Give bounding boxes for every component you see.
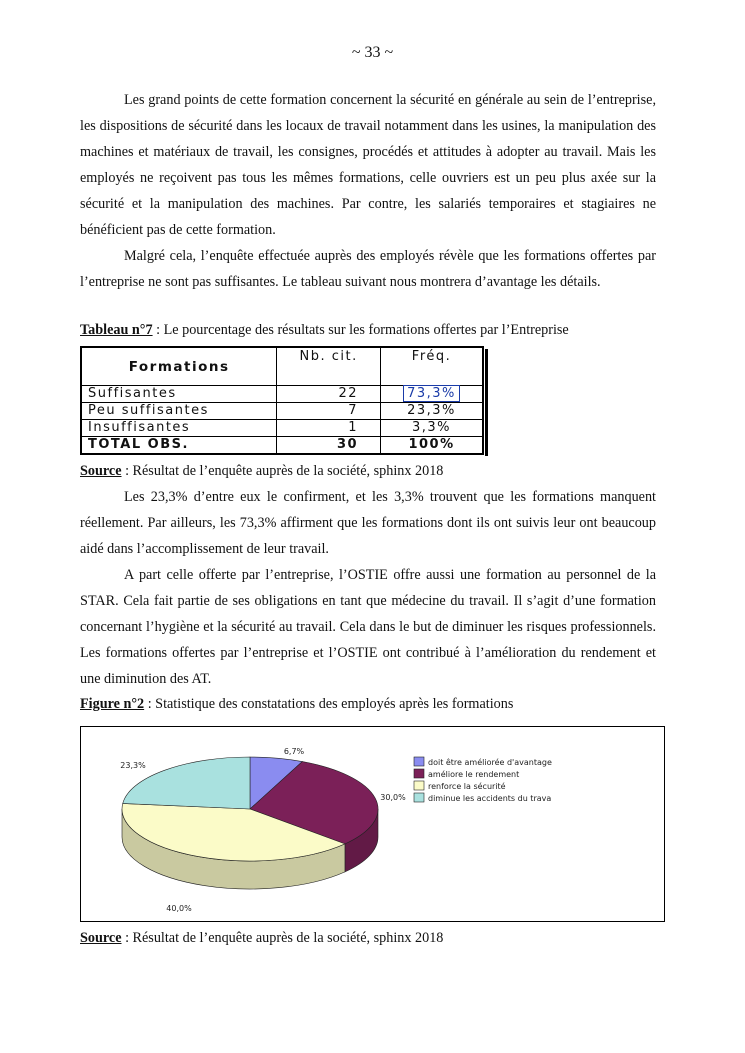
page-number: ~ 33 ~ [351, 44, 394, 61]
body-text-middle [80, 484, 656, 692]
body-text-top [80, 87, 656, 295]
legend-label: doit être améliorée d'avantage [428, 758, 552, 767]
legend-swatch [414, 793, 424, 802]
pie-chart-frame [80, 726, 665, 922]
table-caption [80, 321, 680, 339]
pie-value-label: 6,7% [283, 747, 305, 756]
row-frequency-selected[interactable]: 73,3% [403, 385, 460, 402]
row-frequency: 3,3% [381, 420, 483, 437]
row-label: Insuffisantes [81, 420, 277, 437]
table-header-row [81, 347, 483, 386]
source-caption-1 [80, 462, 680, 480]
figure-caption [80, 695, 680, 713]
row-count: 22 [277, 386, 381, 403]
row-count: 7 [277, 403, 381, 420]
source-text-2: : Résultat de l’enquête auprès de la société, sphinx 2018 [121, 930, 444, 946]
source-text-1: : Résultat de l’enquête auprès de la société, sphinx 2018 [121, 463, 444, 479]
legend-swatch [414, 781, 424, 790]
legend-label: améliore le rendement [428, 770, 520, 779]
header-formations: Formations [81, 347, 277, 386]
row-label: Peu suffisantes [81, 403, 277, 420]
source-caption-2 [80, 929, 680, 947]
row-frequency: 23,3% [381, 403, 483, 420]
pie-value-label: 23,3% [120, 761, 146, 770]
row-count: 1 [277, 420, 381, 437]
row-label: Suffisantes [81, 386, 277, 403]
table-caption-text: : Le pourcentage des résultats sur les formations offertes par l’Entreprise [152, 322, 569, 338]
paragraph-2: Malgré cela, l’enquête effectuée auprès des employés révèle que les formations offertes par l’entreprise ne sont pas suffisantes. Le tableau suivant nous montrera d’avantage les détails. [80, 248, 656, 290]
table-total-row [81, 437, 483, 455]
table-row [81, 386, 483, 403]
paragraph-3: Les 23,3% d’entre eux le confirment, et les 3,3% trouvent que les formations manquent réellement. Par ailleurs, les 73,3% affirment que les formations dont ils ont suivis leur ont beaucoup aidé dans l’accomplissement de leur travail. [80, 489, 656, 557]
legend-swatch [414, 769, 424, 778]
results-table [80, 346, 487, 454]
source-label-1: Source [80, 463, 122, 479]
figure-caption-label: Figure n°2 [80, 696, 145, 712]
table-caption-label: Tableau n°7 [80, 322, 153, 338]
total-frequency: 100% [381, 437, 483, 455]
pie-chart [81, 727, 664, 921]
legend-swatch [414, 757, 424, 766]
paragraph-4: A part celle offerte par l’entreprise, l’OSTIE offre aussi une formation au personnel de la STAR. Cela fait partie de ses obligations en tant que médecine du travail. Il s’agit d’une formation concernant l’hygiène et la sécurité au travail. Cela dans le but de diminuer les risques professionnels. Les formations offertes par l’entreprise et l’OSTIE ont contribué à l’amélioration du rendement et une diminution des AT. [80, 567, 656, 687]
header-freq: Fréq. [381, 347, 483, 386]
legend-label: renforce la sécurité [428, 782, 506, 791]
pie-value-label: 40,0% [166, 904, 192, 913]
table-row [81, 420, 483, 437]
paragraph-1: Les grand points de cette formation concernent la sécurité en générale au sein de l’entreprise, les dispositions de sécurité dans les locaux de travail notamment dans les usines, la manipulation des machines et matériaux de travail, les consignes, procédés et attitudes à adopter au travail. Mais les employés ne reçoivent pas tous les mêmes formations, celle ouvriers est un peu plus axée sur la sécurité et la manipulation des machines. Par contre, les salariés temporaires et stagiaires ne bénéficient pas de cette formation. [80, 92, 656, 238]
figure-caption-text: : Statistique des constatations des employés après les formations [144, 696, 514, 712]
pie-value-label: 30,0% [380, 793, 406, 802]
legend-label: diminue les accidents du trava [428, 794, 552, 803]
total-count: 30 [277, 437, 381, 455]
source-label-2: Source [80, 930, 122, 946]
total-label: TOTAL OBS. [81, 437, 277, 455]
table-shadow [485, 349, 488, 456]
table-row [81, 403, 483, 420]
header-nb-cit: Nb. cit. [277, 347, 381, 386]
